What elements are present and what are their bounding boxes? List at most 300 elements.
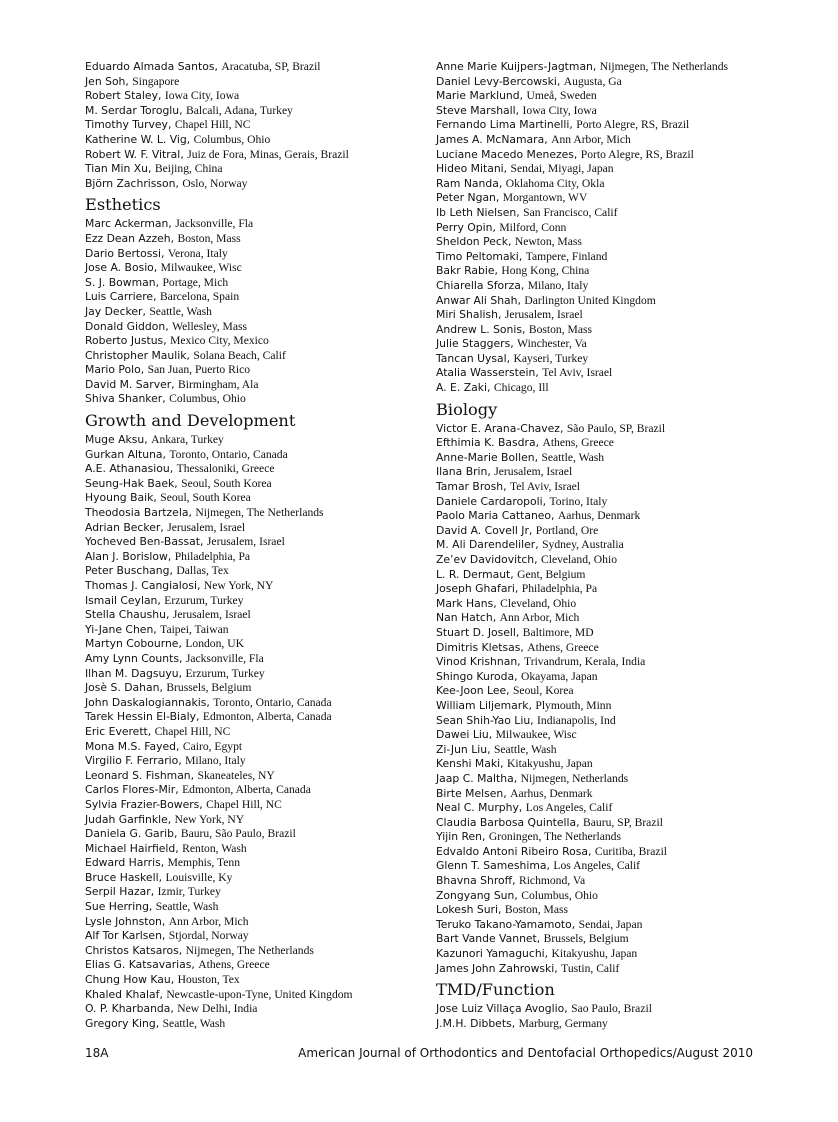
reviewer-location: Chapel Hill, NC <box>206 797 282 811</box>
reviewer-location: Wellesley, Mass <box>172 319 248 333</box>
reviewer-entry: Adrian Becker, Jerusalem, Israel <box>85 520 246 534</box>
page-number: 18A <box>85 1046 109 1060</box>
right-column <box>436 60 766 1031</box>
reviewer-location: Nijmegen, Netherlands <box>520 771 629 785</box>
reviewer-entry: Jay Decker, Seattle, Wash <box>85 304 212 318</box>
reviewer-entry: Marie Marklund, Umeå, Sweden <box>436 89 597 103</box>
reviewer-entry: Dario Bertossi, Verona, Italy <box>85 246 228 260</box>
reviewer-name: Dawei Liu <box>436 728 489 742</box>
reviewer-name: Fernando Lima Martinelli <box>436 118 570 132</box>
reviewer-entry: Nan Hatch, Ann Arbor, Mich <box>436 611 580 625</box>
reviewer-name: Luis Carriere <box>85 290 154 304</box>
reviewer-location: Milford, Conn <box>499 220 567 234</box>
reviewer-name: Sheldon Peck <box>436 235 509 249</box>
reviewer-name: Dimitris Kletsas <box>436 640 521 654</box>
reviewer-name: Jaap C. Maltha <box>436 771 514 785</box>
reviewer-entry: S. J. Bowman, Portage, Mich <box>85 275 229 289</box>
reviewer-location: Athens, Greece <box>198 958 270 972</box>
reviewer-location: Athens, Greece <box>542 436 614 450</box>
reviewer-location: Chapel Hill, NC <box>174 118 251 132</box>
reviewer-name: David M. Sarver <box>85 377 172 391</box>
reviewer-name: Marie Marklund <box>436 89 520 103</box>
reviewer-entry: Timo Peltomaki, Tampere, Finland <box>436 249 608 263</box>
reviewer-name: Daniele Cardaropoli <box>436 494 543 508</box>
reviewer-location: Winchester, Va <box>517 337 587 351</box>
reviewer-entry: Vinod Krishnan, Trivandrum, Kerala, India <box>436 655 646 669</box>
left-column <box>85 60 415 1031</box>
reviewer-location: Louisville, Ky <box>165 870 233 884</box>
reviewer-location: Iowa City, Iowa <box>164 89 240 103</box>
reviewer-name: Martyn Cobourne <box>85 637 179 651</box>
reviewer-entry: Anwar Ali Shah, Darlington United Kingdom <box>436 293 656 307</box>
reviewer-location: Seattle, Wash <box>162 1016 226 1030</box>
reviewer-entry: Bhavna Shroff, Richmond, Va <box>436 874 586 888</box>
reviewer-entry: A. E. Zaki, Chicago, Ill <box>436 381 549 395</box>
reviewer-location: Cleveland, Ohio <box>541 553 617 566</box>
reviewer-location: Nijmegen, The Netherlands <box>599 60 729 73</box>
reviewer-location: Boston, Mass <box>528 322 593 336</box>
reviewer-entry: J.M.H. Dibbets, Marburg, Germany <box>436 1016 608 1030</box>
reviewer-name: Luciane Macedo Menezes <box>436 147 574 161</box>
reviewer-name: Yocheved Ben-Bassat <box>85 535 201 549</box>
reviewer-entry: Daniela G. Garib, Bauru, São Paulo, Brazil <box>85 827 296 841</box>
reviewer-location: Tel Aviv, Israel <box>510 480 581 494</box>
reviewer-location: Ann Arbor, Mich <box>168 914 249 928</box>
reviewer-name: Mario Polo <box>85 363 141 377</box>
reviewer-entry: Judah Garfinkle, New York, NY <box>85 812 245 826</box>
reviewer-location: Seoul, South Korea <box>160 491 251 505</box>
reviewer-name: Christos Katsaros <box>85 943 179 957</box>
reviewer-location: New York, NY <box>174 812 245 826</box>
reviewer-name: Victor E. Arana-Chavez <box>436 421 560 435</box>
reviewer-entry: Gurkan Altuna, Toronto, Ontario, Canada <box>85 447 288 461</box>
reviewer-location: Milano, Italy <box>185 754 246 768</box>
reviewer-name: Tarek Hessin El-Bialy <box>85 710 196 724</box>
reviewer-entry: Jen Soh, Singapore <box>85 74 180 88</box>
reviewer-name: J.M.H. Dibbets <box>436 1016 512 1030</box>
reviewer-name: Edvaldo Antoni Ribeiro Rosa <box>436 844 589 858</box>
reviewer-entry: Zongyang Sun, Columbus, Ohio <box>436 888 598 902</box>
reviewer-location: Oslo, Norway <box>182 176 248 190</box>
reviewer-entry: Elias G. Katsavarias, Athens, Greece <box>85 958 270 972</box>
reviewer-entry: John Daskalogiannakis, Toronto, Ontario, Canada <box>85 695 332 709</box>
reviewer-location: Singapore <box>132 74 180 88</box>
reviewer-entry: Katherine W. L. Vig, Columbus, Ohio <box>85 132 271 146</box>
reviewer-location: Tustin, Calif <box>561 961 620 975</box>
reviewer-location: Beijing, China <box>154 162 223 176</box>
reviewer-name: Björn Zachrisson <box>85 176 176 190</box>
reviewer-location: Mexico City, Mexico <box>170 334 269 348</box>
reviewer-name: Efthimia K. Basdra <box>436 436 536 450</box>
reviewer-name: Shiva Shanker <box>85 392 163 406</box>
reviewer-location: Seattle, Wash <box>541 450 605 464</box>
reviewer-name: Tian Min Xu <box>85 162 148 176</box>
reviewer-entry: Bart Vande Vannet, Brussels, Belgium <box>436 932 629 946</box>
reviewer-location: Groningen, The Netherlands <box>488 830 621 844</box>
reviewer-entry: Paolo Maria Cattaneo, Aarhus, Denmark <box>436 509 641 523</box>
reviewer-name: Christopher Maulik <box>85 348 187 362</box>
reviewer-entry: Christos Katsaros, Nijmegen, The Netherlands <box>85 943 314 957</box>
reviewer-location: Portland, Ore <box>535 523 599 537</box>
reviewer-name: Andrew L. Sonis <box>436 322 522 336</box>
reviewer-location: Morgantown, WV <box>502 191 588 205</box>
reviewer-location: Jerusalem, Israel <box>494 465 573 479</box>
reviewer-name: Kee-Joon Lee <box>436 684 507 698</box>
reviewer-name: Alf Tor Karlsen <box>85 929 162 943</box>
reviewer-name: Daniel Levy-Bercowski <box>436 74 557 88</box>
reviewer-entry: Luis Carriere, Barcelona, Spain <box>85 290 240 304</box>
reviewer-name: Jen Soh <box>85 74 126 88</box>
reviewer-location: Los Angeles, Calif <box>525 801 613 815</box>
reviewer-name: Josè S. Dahan <box>85 681 160 695</box>
reviewer-entry: Hideo Mitani, Sendai, Miyagi, Japan <box>436 162 614 176</box>
reviewer-name: Atalia Wasserstein <box>436 366 536 380</box>
reviewer-entry: Tancan Uysal, Kayseri, Turkey <box>436 351 589 365</box>
reviewer-location: Juiz de Fora, Minas, Gerais, Brazil <box>187 147 349 161</box>
section-heading: Growth and Development <box>85 411 296 431</box>
reviewer-location: Nijmegen, The Netherlands <box>195 506 324 520</box>
reviewer-entry: Lokesh Suri, Boston, Mass <box>436 903 568 917</box>
reviewer-location: Boston, Mass <box>177 231 241 245</box>
reviewer-location: Aracatuba, SP, Brazil <box>221 60 321 73</box>
reviewer-name: Stella Chaushu <box>85 608 166 622</box>
reviewer-location: Seattle, Wash <box>493 742 557 756</box>
reviewer-entry: Perry Opin, Milford, Conn <box>436 220 567 234</box>
reviewer-location: Thessaloniki, Greece <box>176 462 275 476</box>
reviewer-name: Miri Shalish <box>436 308 498 322</box>
reviewer-entry: Sheldon Peck, Newton, Mass <box>436 235 582 249</box>
reviewer-entry: Thomas J. Cangialosi, New York, NY <box>85 579 274 592</box>
reviewer-name: Lysle Johnston <box>85 914 162 928</box>
reviewer-location: Erzurum, Turkey <box>164 593 244 607</box>
reviewer-entry: Ze’ev Davidovitch, Cleveland, Ohio <box>436 553 617 566</box>
reviewer-location: Edmonton, Alberta, Canada <box>202 710 332 724</box>
reviewer-location: Jerusalem, Israel <box>206 535 285 549</box>
reviewer-name: M. Ali Darendeliler <box>436 538 536 552</box>
reviewer-entry: Kenshi Maki, Kitakyushu, Japan <box>436 757 593 771</box>
reviewer-location: Chicago, Ill <box>493 381 549 395</box>
reviewer-location: London, UK <box>185 637 244 651</box>
reviewer-entry: Robert Staley, Iowa City, Iowa <box>85 89 240 103</box>
reviewer-name: Thomas J. Cangialosi <box>85 579 197 592</box>
reviewer-name: Theodosia Bartzela <box>85 506 189 520</box>
reviewer-entry: Serpil Hazar, Izmir, Turkey <box>85 885 221 899</box>
reviewer-entry: Birte Melsen, Aarhus, Denmark <box>436 786 593 800</box>
reviewer-location: Hong Kong, China <box>501 264 590 278</box>
reviewer-name: Peter Buschang <box>85 564 170 578</box>
reviewer-entry: Glenn T. Sameshima, Los Angeles, Calif <box>436 859 641 873</box>
reviewer-location: Seattle, Wash <box>155 900 219 914</box>
reviewer-name: Robert W. F. Vitral <box>85 147 181 161</box>
reviewer-location: Portage, Mich <box>162 275 229 289</box>
reviewer-entry: Andrew L. Sonis, Boston, Mass <box>436 322 593 336</box>
reviewer-location: Torino, Italy <box>549 494 608 508</box>
reviewer-location: Stjordal, Norway <box>168 929 249 943</box>
reviewer-entry: Jose Luiz Villaça Avoglio, Sao Paulo, Brazil <box>436 1002 652 1016</box>
reviewer-entry: Mona M.S. Fayed, Cairo, Egypt <box>85 739 243 753</box>
reviewer-entry: Gregory King, Seattle, Wash <box>85 1016 226 1030</box>
reviewer-entry: A.E. Athanasiou, Thessaloniki, Greece <box>85 462 275 476</box>
reviewer-location: Sendai, Miyagi, Japan <box>510 162 614 176</box>
reviewer-location: Aarhus, Denmark <box>510 786 593 800</box>
reviewer-location: New Delhi, India <box>177 1002 258 1016</box>
reviewer-name: James John Zahrowski <box>436 961 555 975</box>
reviewer-name: David A. Covell Jr <box>436 523 529 537</box>
reviewer-location: Milano, Italy <box>527 278 589 292</box>
reviewer-entry: Amy Lynn Counts, Jacksonville, Fla <box>85 651 264 665</box>
reviewer-location: Porto Alegre, RS, Brazil <box>576 118 690 132</box>
reviewer-entry: L. R. Dermaut, Gent, Belgium <box>436 567 586 581</box>
reviewer-name: Bruce Haskell <box>85 870 159 884</box>
reviewer-name: Ezz Dean Azzeh <box>85 231 171 245</box>
reviewer-name: Khaled Khalaf <box>85 987 160 1001</box>
reviewer-entry: Ezz Dean Azzeh, Boston, Mass <box>85 231 241 245</box>
reviewer-name: Katherine W. L. Vig <box>85 132 187 146</box>
reviewer-location: Skaneateles, NY <box>197 768 275 782</box>
reviewer-name: Judah Garfinkle <box>85 812 168 826</box>
reviewer-location: Newcastle-upon-Tyne, United Kingdom <box>166 987 353 1001</box>
section-heading: TMD/Function <box>436 980 555 1000</box>
reviewer-location: Augusta, Ga <box>563 74 622 88</box>
reviewer-location: Seoul, Korea <box>512 684 574 698</box>
reviewer-location: Iowa City, Iowa <box>522 103 597 117</box>
reviewer-name: Bhavna Shroff <box>436 874 513 888</box>
reviewer-entry: Dimitris Kletsas, Athens, Greece <box>436 640 599 654</box>
reviewer-location: New York, NY <box>203 579 274 592</box>
reviewer-location: Bauru, São Paulo, Brazil <box>180 827 296 841</box>
reviewer-entry: Christopher Maulik, Solana Beach, Calif <box>85 348 286 362</box>
reviewer-entry: Julie Staggers, Winchester, Va <box>436 337 587 351</box>
reviewer-name: Hyoung Baik <box>85 491 154 505</box>
reviewer-name: Ze’ev Davidovitch <box>436 553 535 566</box>
reviewer-name: Peter Ngan <box>436 191 496 205</box>
reviewer-location: Seattle, Wash <box>149 304 212 318</box>
reviewer-name: Yi-Jane Chen <box>85 622 154 636</box>
reviewer-entry: Edward Harris, Memphis, Tenn <box>85 856 240 870</box>
reviewer-entry: Donald Giddon, Wellesley, Mass <box>85 319 248 333</box>
reviewer-entry: Martyn Cobourne, London, UK <box>85 637 244 651</box>
reviewer-entry: Peter Buschang, Dallas, Tex <box>85 564 229 578</box>
reviewer-location: Jacksonville, Fla <box>185 651 264 665</box>
reviewer-location: Sao Paulo, Brazil <box>571 1002 652 1016</box>
reviewer-entry: Sean Shih-Yao Liu, Indianapolis, Ind <box>436 713 616 727</box>
reviewer-name: Edward Harris <box>85 856 161 870</box>
reviewer-location: Athens, Greece <box>527 640 599 654</box>
reviewer-name: A.E. Athanasiou <box>85 462 170 476</box>
reviewer-entry: Eduardo Almada Santos, Aracatuba, SP, Brazil <box>85 60 321 73</box>
reviewer-name: Muge Aksu <box>85 433 145 447</box>
reviewer-entry: Muge Aksu, Ankara, Turkey <box>85 433 224 447</box>
reviewer-name: Ismail Ceylan <box>85 593 158 607</box>
reviewer-entry: Ilana Brin, Jerusalem, Israel <box>436 465 573 479</box>
reviewer-location: Jacksonville, Fla <box>175 217 254 231</box>
reviewer-entry: Tamar Brosh, Tel Aviv, Israel <box>436 480 581 494</box>
reviewer-name: Zongyang Sun <box>436 888 515 902</box>
reviewer-entry: Yocheved Ben-Bassat, Jerusalem, Israel <box>85 535 285 549</box>
reviewer-location: Solana Beach, Calif <box>193 348 286 362</box>
reviewer-location: Edmonton, Alberta, Canada <box>182 783 311 797</box>
reviewer-name: Steve Marshall <box>436 103 516 117</box>
reviewer-location: Verona, Italy <box>167 246 228 260</box>
reviewer-location: Jerusalem, Israel <box>172 608 251 622</box>
reviewer-entry: Bruce Haskell, Louisville, Ky <box>85 870 233 884</box>
reviewer-name: Bart Vande Vannet <box>436 932 537 946</box>
reviewer-name: Glenn T. Sameshima <box>436 859 547 873</box>
reviewer-name: Kazunori Yamaguchi <box>436 947 545 961</box>
reviewer-entry: Shingo Kuroda, Okayama, Japan <box>436 669 598 683</box>
reviewer-location: San Juan, Puerto Rico <box>147 363 251 377</box>
reviewer-entry: Hyoung Baik, Seoul, South Korea <box>85 491 251 505</box>
reviewer-entry: Jaap C. Maltha, Nijmegen, Netherlands <box>436 771 629 785</box>
reviewer-name: John Daskalogiannakis <box>85 695 207 709</box>
reviewer-entry: Dawei Liu, Milwaukee, Wisc <box>436 728 577 742</box>
reviewer-location: São Paulo, SP, Brazil <box>566 421 666 435</box>
reviewer-entry: Peter Ngan, Morgantown, WV <box>436 191 588 205</box>
reviewer-entry: Sylvia Frazier-Bowers, Chapel Hill, NC <box>85 797 282 811</box>
reviewer-location: Baltimore, MD <box>522 625 594 639</box>
reviewer-location: Nijmegen, The Netherlands <box>185 943 314 957</box>
reviewer-name: Eduardo Almada Santos <box>85 60 215 73</box>
reviewer-location: Columbus, Ohio <box>169 392 246 406</box>
reviewer-location: Sydney, Australia <box>542 538 624 552</box>
reviewer-entry: M. Ali Darendeliler, Sydney, Australia <box>436 538 624 552</box>
reviewer-entry: Josè S. Dahan, Brussels, Belgium <box>85 681 252 695</box>
reviewer-name: Tancan Uysal <box>436 351 507 365</box>
reviewer-location: Memphis, Tenn <box>167 856 240 870</box>
reviewer-name: Julie Staggers <box>436 337 511 351</box>
reviewer-name: Jose A. Bosio <box>85 261 154 275</box>
reviewer-location: Oklahoma City, Okla <box>505 176 605 190</box>
reviewer-entry: Victor E. Arana-Chavez, São Paulo, SP, Brazil <box>436 421 666 435</box>
reviewer-entry: Marc Ackerman, Jacksonville, Fla <box>85 217 254 231</box>
reviewer-name: Teruko Takano-Yamamoto <box>436 917 572 931</box>
reviewer-location: Tampere, Finland <box>525 249 608 263</box>
reviewer-entry: Yijin Ren, Groningen, The Netherlands <box>436 830 621 844</box>
reviewer-entry: Seung-Hak Baek, Seoul, South Korea <box>85 476 272 490</box>
reviewer-name: Chiarella Sforza <box>436 278 521 292</box>
reviewer-entry: M. Serdar Toroglu, Balcali, Adana, Turkey <box>85 103 293 117</box>
reviewer-location: Ann Arbor, Mich <box>551 132 631 146</box>
reviewer-location: Richmond, Va <box>518 874 586 888</box>
reviewer-name: Michael Hairfield <box>85 841 176 855</box>
reviewer-name: Carlos Flores-Mir <box>85 783 176 797</box>
reviewer-name: Birte Melsen <box>436 786 504 800</box>
reviewer-entry: Daniel Levy-Bercowski, Augusta, Ga <box>436 74 622 88</box>
reviewer-entry: Chiarella Sforza, Milano, Italy <box>436 278 589 292</box>
reviewer-location: Erzurum, Turkey <box>185 666 265 680</box>
reviewer-entry: Zi-Jun Liu, Seattle, Wash <box>436 742 557 756</box>
reviewer-location: Columbus, Ohio <box>521 888 598 902</box>
reviewer-name: Vinod Krishnan <box>436 655 518 669</box>
reviewer-name: Paolo Maria Cattaneo <box>436 509 552 523</box>
reviewer-entry: David A. Covell Jr, Portland, Ore <box>436 523 599 537</box>
reviewer-name: S. J. Bowman <box>85 275 156 289</box>
reviewer-location: Taipei, Taiwan <box>160 622 229 636</box>
reviewer-entry: Chung How Kau, Houston, Tex <box>85 973 240 987</box>
reviewer-entry: Khaled Khalaf, Newcastle-upon-Tyne, United Kingdom <box>85 987 353 1001</box>
reviewer-entry: Virgilio F. Ferrario, Milano, Italy <box>85 754 246 768</box>
reviewer-name: L. R. Dermaut <box>436 567 511 581</box>
reviewer-location: Philadelphia, Pa <box>174 549 251 563</box>
reviewer-entry: Teruko Takano-Yamamoto, Sendai, Japan <box>436 917 643 931</box>
reviewer-entry: Ismail Ceylan, Erzurum, Turkey <box>85 593 244 607</box>
reviewer-entry: Stuart D. Josell, Baltimore, MD <box>436 625 594 639</box>
reviewer-location: Indianapolis, Ind <box>537 713 616 727</box>
reviewer-entry: Fernando Lima Martinelli, Porto Alegre, RS, Brazil <box>436 118 690 132</box>
reviewer-location: Marburg, Germany <box>518 1016 608 1030</box>
reviewer-location: Dallas, Tex <box>176 564 229 578</box>
reviewer-name: Nan Hatch <box>436 611 493 625</box>
reviewer-location: Plymouth, Minn <box>535 698 612 712</box>
reviewer-entry: Eric Everett, Chapel Hill, NC <box>85 724 231 738</box>
reviewer-entry: Michael Hairfield, Renton, Wash <box>85 841 247 855</box>
reviewer-entry: Mark Hans, Cleveland, Ohio <box>436 596 577 610</box>
reviewer-entry: Neal C. Murphy, Los Angeles, Calif <box>436 801 613 815</box>
reviewer-entry: Daniele Cardaropoli, Torino, Italy <box>436 494 608 508</box>
reviewer-name: Serpil Hazar <box>85 885 151 899</box>
reviewer-name: Ilana Brin <box>436 465 488 479</box>
reviewer-location: Cairo, Egypt <box>182 739 243 753</box>
reviewer-name: Ilhan M. Dagsuyu <box>85 666 179 680</box>
reviewer-entry: Joseph Ghafari, Philadelphia, Pa <box>436 582 598 596</box>
reviewer-location: Curitiba, Brazil <box>594 844 668 858</box>
reviewer-entry: Robert W. F. Vitral, Juiz de Fora, Minas, Gerais, Brazil <box>85 147 349 161</box>
reviewer-name: Gregory King <box>85 1016 156 1030</box>
section-heading: Esthetics <box>85 195 161 215</box>
reviewer-entry: William Liljemark, Plymouth, Minn <box>436 698 612 712</box>
reviewer-name: Perry Opin <box>436 220 493 234</box>
reviewer-location: Philadelphia, Pa <box>521 582 598 596</box>
reviewer-location: Cleveland, Ohio <box>500 596 577 610</box>
reviewer-entry: Jose A. Bosio, Milwaukee, Wisc <box>85 261 242 275</box>
reviewer-name: Virgilio F. Ferrario <box>85 754 179 768</box>
reviewer-entry: Ilhan M. Dagsuyu, Erzurum, Turkey <box>85 666 265 680</box>
reviewer-entry: Lysle Johnston, Ann Arbor, Mich <box>85 914 249 928</box>
reviewer-location: Seoul, South Korea <box>181 476 272 490</box>
reviewer-location: Ankara, Turkey <box>151 433 224 447</box>
reviewer-entry: Stella Chaushu, Jerusalem, Israel <box>85 608 251 622</box>
reviewer-name: Yijin Ren <box>436 830 482 844</box>
journal-citation: American Journal of Orthodontics and Dentofacial Orthopedics/August 2010 <box>298 1046 753 1060</box>
reviewer-name: Seung-Hak Baek <box>85 476 175 490</box>
reviewer-location: Jerusalem, Israel <box>504 308 583 322</box>
reviewer-entry: Theodosia Bartzela, Nijmegen, The Netherlands <box>85 506 324 520</box>
reviewer-name: Elias G. Katsavarias <box>85 958 192 972</box>
reviewer-location: Jerusalem, Israel <box>167 520 246 534</box>
reviewer-entry: James A. McNamara, Ann Arbor, Mich <box>436 132 631 146</box>
reviewer-location: Milwaukee, Wisc <box>160 261 242 275</box>
section-heading: Biology <box>436 399 498 419</box>
reviewer-name: Roberto Justus <box>85 334 164 348</box>
reviewer-location: Ann Arbor, Mich <box>499 611 580 625</box>
reviewer-name: Timo Peltomaki <box>436 249 519 263</box>
reviewer-name: Lokesh Suri <box>436 903 498 917</box>
reviewer-entry: Sue Herring, Seattle, Wash <box>85 900 219 914</box>
reviewer-location: Toronto, Ontario, Canada <box>213 695 332 709</box>
reviewer-name: Adrian Becker <box>85 520 161 534</box>
reviewer-location: Gent, Belgium <box>517 567 586 581</box>
reviewer-entry: Leonard S. Fishman, Skaneateles, NY <box>85 768 275 782</box>
reviewer-location: Chapel Hill, NC <box>154 724 231 738</box>
reviewer-name: Anne Marie Kuijpers-Jagtman <box>436 60 593 73</box>
reviewer-location: Tel Aviv, Israel <box>542 366 613 380</box>
reviewer-entry: O. P. Kharbanda, New Delhi, India <box>85 1002 258 1016</box>
reviewer-name: Tamar Brosh <box>436 480 504 494</box>
reviewer-name: M. Serdar Toroglu <box>85 103 180 117</box>
reviewer-entry: Anne-Marie Bollen, Seattle, Wash <box>436 450 605 464</box>
reviewer-location: Toronto, Ontario, Canada <box>169 447 288 461</box>
reviewer-entry: Mario Polo, San Juan, Puerto Rico <box>85 363 251 377</box>
